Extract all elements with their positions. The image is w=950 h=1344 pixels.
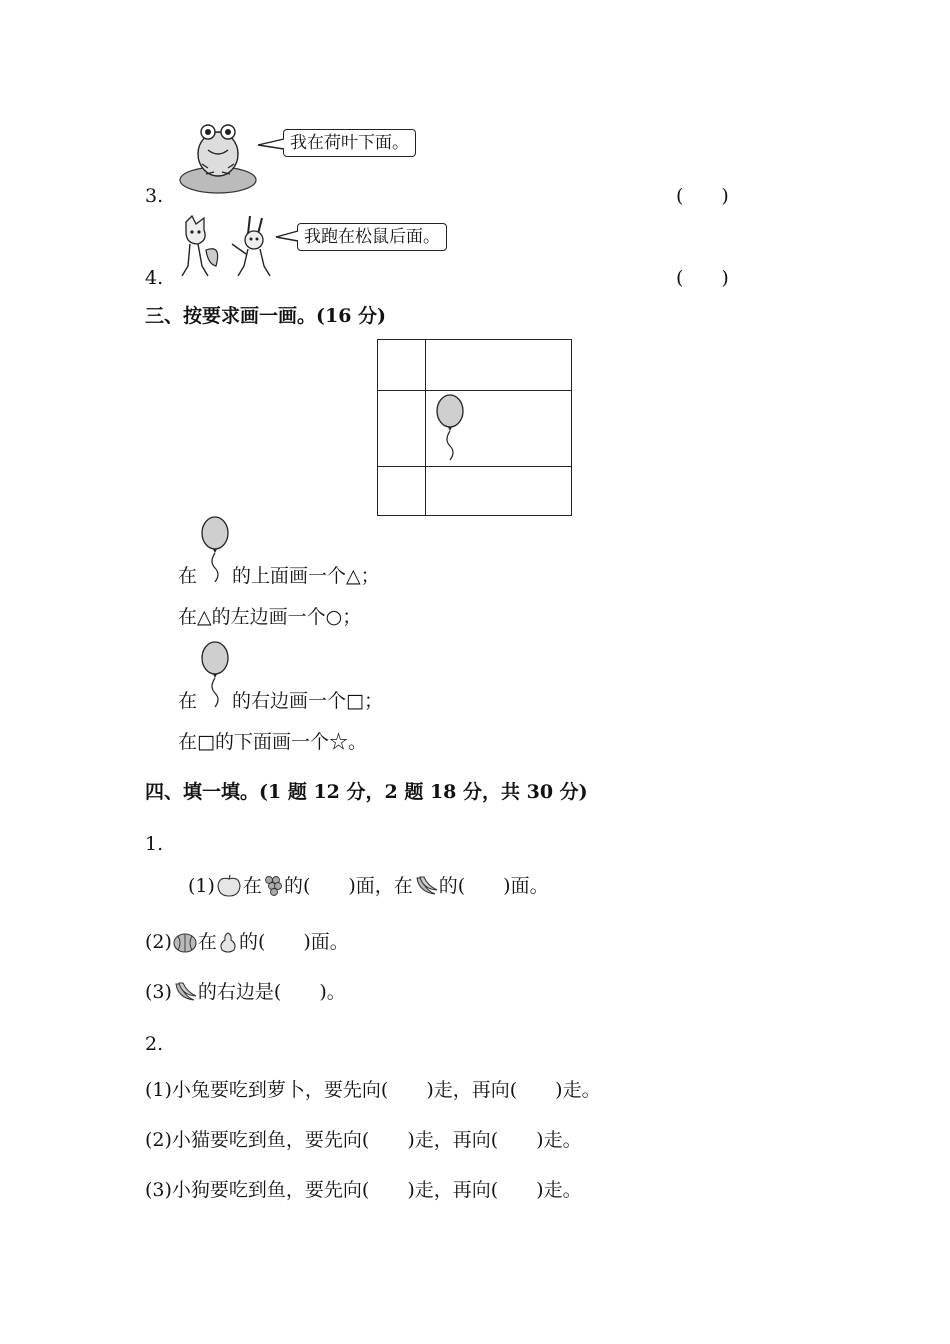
q1-sub3-end: 的右边是( )。 [197,981,346,1003]
grapes-icon [262,874,284,898]
frog-speech-bubble [283,129,416,157]
grid-horizontal-line-bottom [378,466,571,467]
frog-on-lily-pad-illustration [178,118,258,196]
apple-icon [215,874,243,898]
pear-icon [217,930,239,954]
balloon-icon [199,641,231,711]
instruction-4: 在□的下面画一个☆。 [178,731,367,753]
q1-sub3-num: (3) [145,981,172,1003]
instruction-2: 在△的左边画一个○； [178,606,362,628]
watermelon-icon [172,930,198,954]
grid-horizontal-line-top [378,390,571,391]
q2-sub1: (1)小兔要吃到萝卜，要先向( )走，再向( )走。 [145,1079,601,1101]
q1-sub1-end: 的( )面。 [438,875,549,897]
drawing-grid[interactable] [377,339,572,516]
instruction-1-suffix: 的上面画一个△； [232,565,380,587]
q4-number: 4. [145,267,164,289]
q3-answer-blank[interactable]: ( ) [676,185,729,207]
q1-sub1 [188,874,549,898]
q2-sub3: (3)小狗要吃到鱼，要先向( )走，再向( )走。 [145,1179,582,1201]
q1-sub1-at: 在 [242,875,262,897]
q4-answer-blank[interactable]: ( ) [676,267,729,289]
rabbit-speech-text: 我跑在松鼠后面。 [304,227,440,247]
instruction-1-prefix: 在 [178,565,198,587]
banana-icon [413,874,439,898]
section-4-heading: 四、填一填。(1 题 12 分，2 题 18 分，共 30 分) [145,781,588,803]
rabbit-speech-tail [276,230,300,242]
section-4-q2-number: 2. [145,1033,164,1055]
q1-sub2-num: (2) [145,931,172,953]
q1-sub1-mid: 的( )面，在 [283,875,413,897]
q1-sub1-num: (1) [188,875,215,897]
grid-vertical-line [425,340,426,515]
q2-sub2: (2)小猫要吃到鱼，要先向( )走，再向( )走。 [145,1129,582,1151]
section-4-q1-number: 1. [145,833,164,855]
frog-speech-text: 我在荷叶下面。 [290,133,409,153]
q1-sub3 [145,980,346,1004]
instruction-3-prefix: 在 [178,690,198,712]
q1-sub2 [145,930,349,954]
balloon-icon [199,516,231,586]
q3-number: 3. [145,185,164,207]
section-3-heading: 三、按要求画一画。(16 分) [145,305,387,327]
q1-sub2-end: 的( )面。 [238,931,349,953]
q1-sub2-at: 在 [197,931,217,953]
rabbit-speech-bubble [297,223,447,251]
instruction-3-suffix: 的右边画一个□； [232,690,383,712]
fox-and-rabbit-illustration [178,214,278,282]
frog-speech-tail [258,138,286,150]
balloon-icon [434,394,466,464]
banana-icon [172,980,198,1004]
